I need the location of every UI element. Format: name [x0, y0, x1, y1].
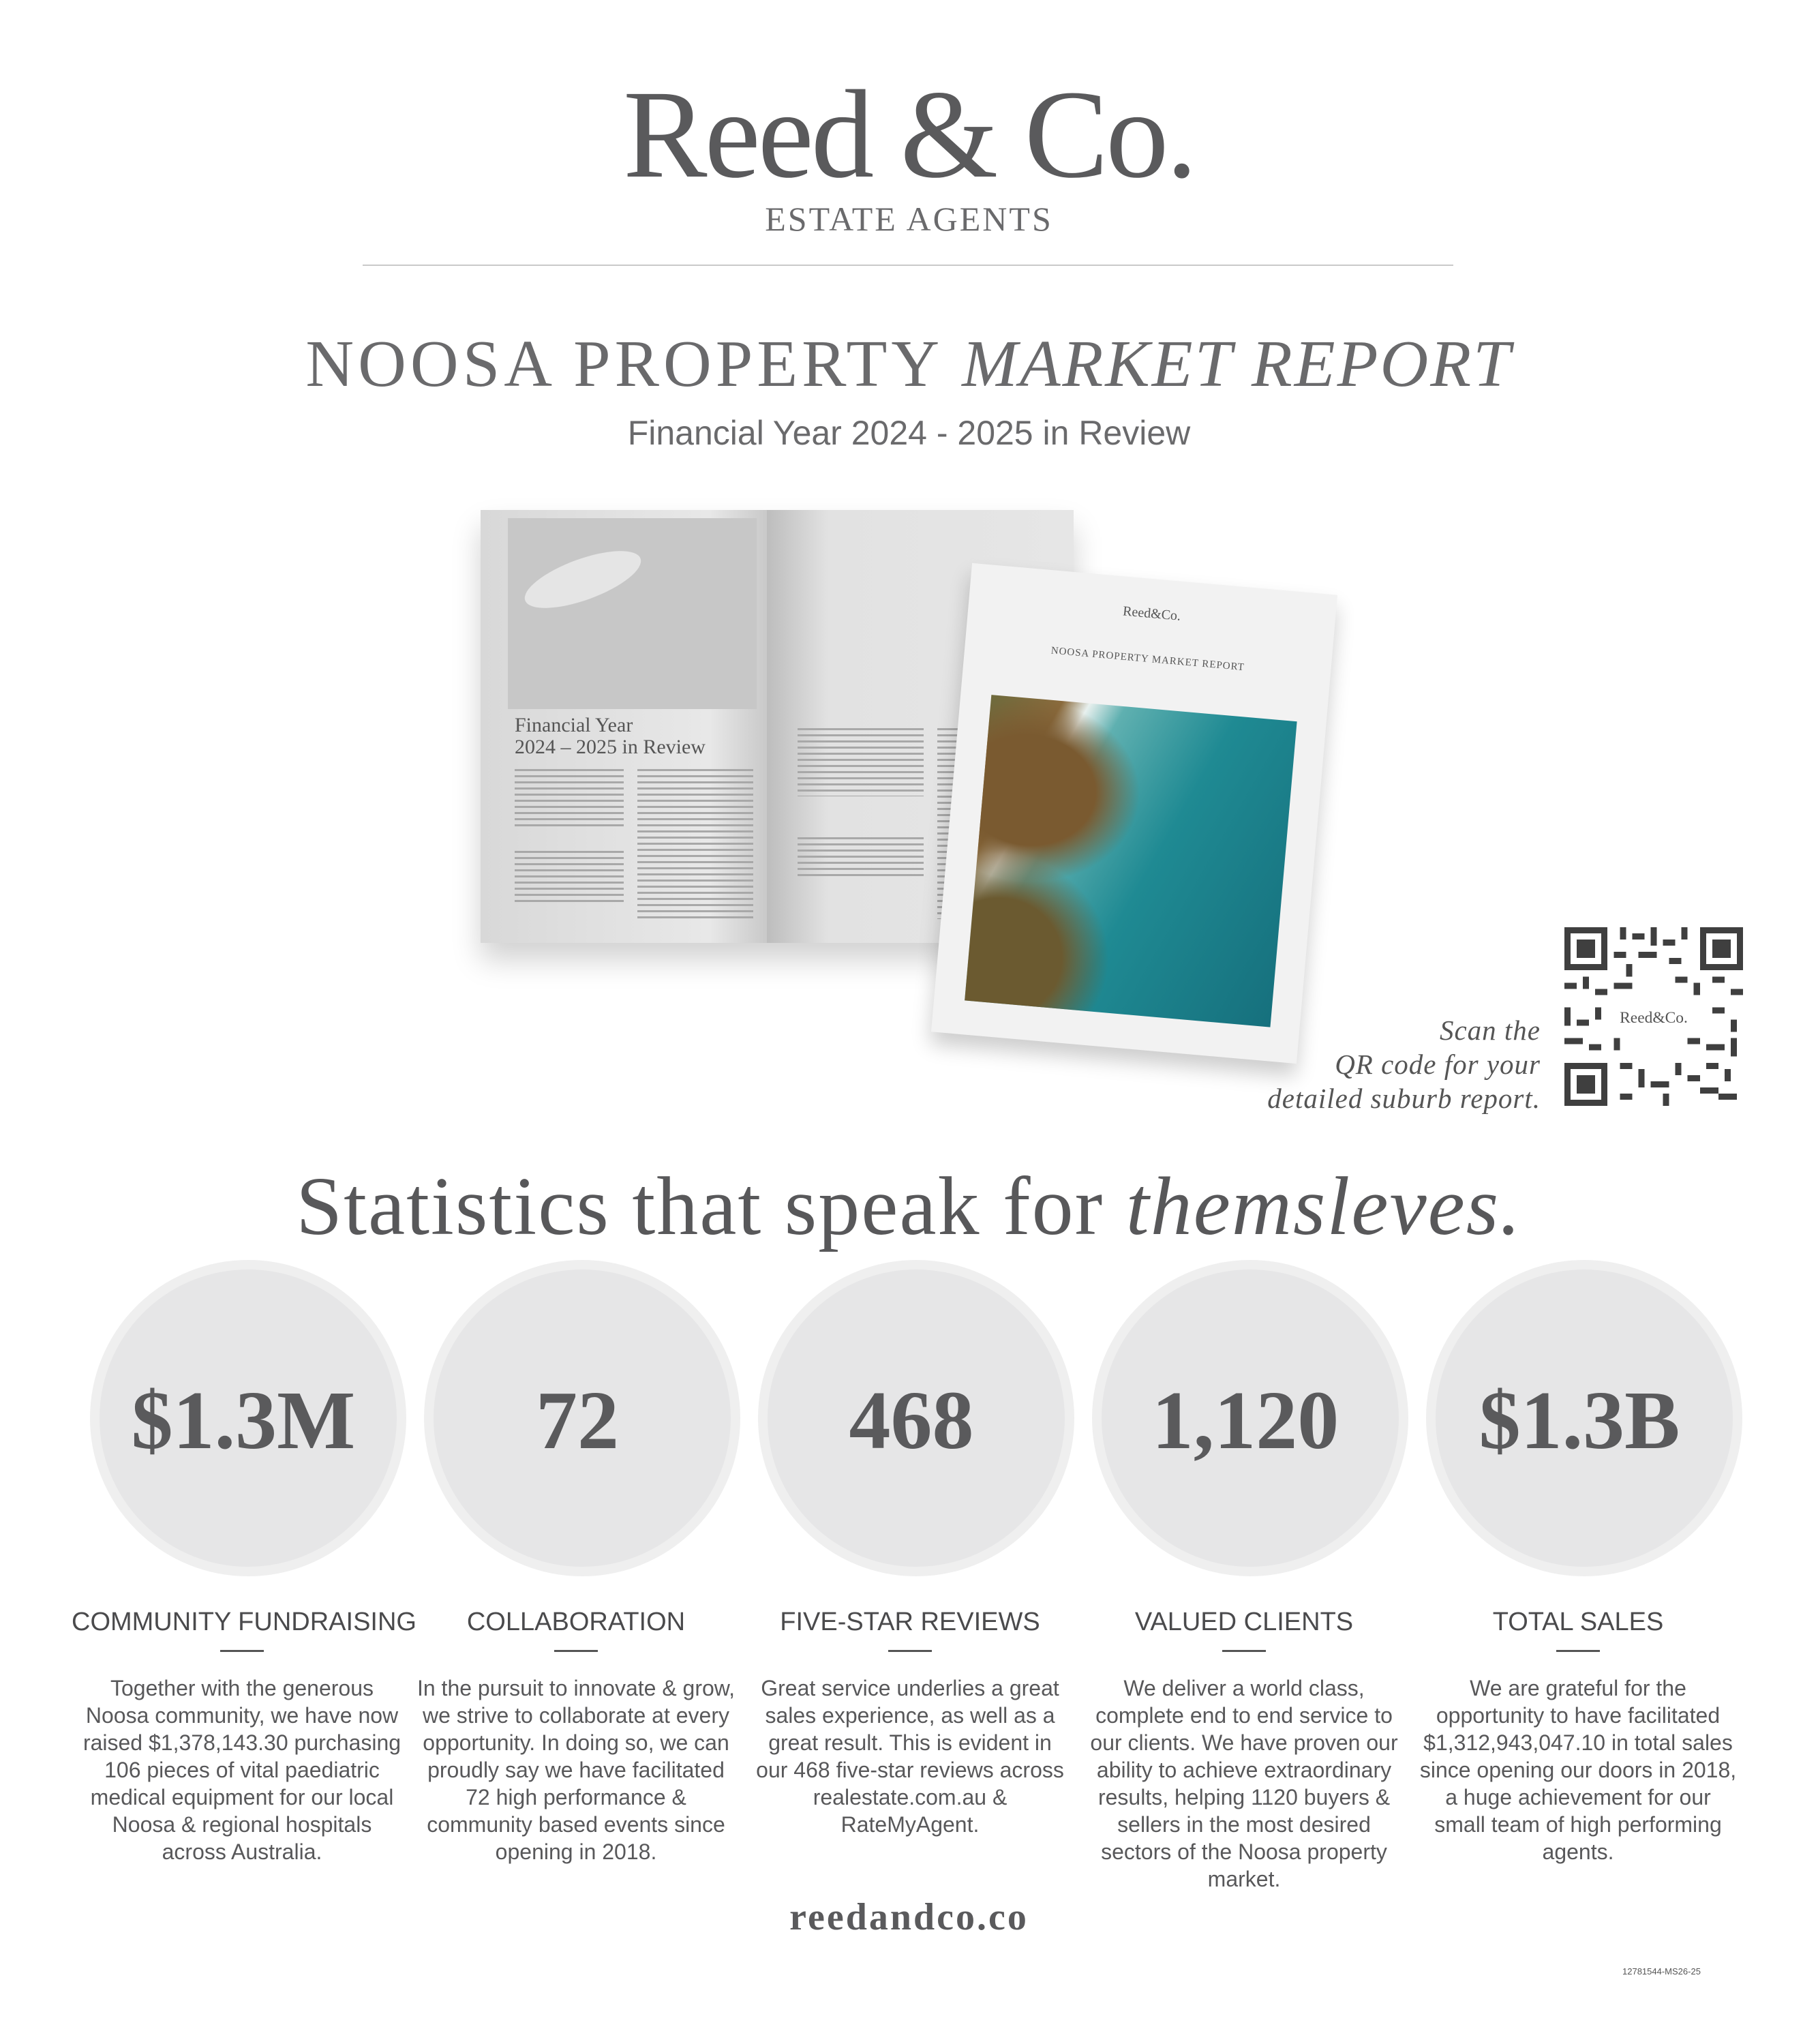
magazine-heading-line1: Financial Year: [515, 714, 633, 736]
brand-logo: Reed & Co.: [623, 65, 1195, 205]
stats-title: [0, 1159, 1818, 1254]
magazine-left-page: [481, 510, 767, 943]
stat-description: In the pursuit to innovate & grow, we strive to collaborate at every opportunity. In doing so, we can proudly say we have facilitated 72 high performance & community based events since opening in 2018.: [416, 1676, 736, 1864]
stat-heading: FIVE-STAR REVIEWS: [780, 1608, 1040, 1636]
qr-code-icon[interactable]: [1564, 927, 1743, 1106]
stat-value: 1,120: [1151, 1374, 1339, 1467]
report-title-plain: NOOSA PROPERTY: [305, 327, 963, 401]
magazine-map: [508, 518, 757, 709]
report-title-italic: MARKET REPORT: [962, 327, 1513, 401]
stat-description: Together with the generous Noosa community, we have now raised $1,378,143.30 purchasing 106 pieces of vital paediatric medical equipment for our local Noosa & regional hospitals across Australia.: [82, 1676, 402, 1864]
stat-description: We deliver a world class, complete end to end service to our clients. We have proven our ability to achieve extraordinary results, helping 1120 buyers & sellers in the most desired sectors of the Noosa property market.: [1090, 1676, 1398, 1891]
stat-divider: [888, 1650, 932, 1652]
stats-title-plain: Statistics that speak for: [296, 1160, 1126, 1252]
report-title: [0, 326, 1818, 402]
stat-heading: COMMUNITY FUNDRAISING: [72, 1608, 416, 1636]
cover-coastline-photo: [965, 695, 1297, 1027]
stat-description: We are grateful for the opportunity to have facilitated $1,312,943,047.10 in total sales since opening our doors in 2018, a huge achievement for our small team of high performing agents.: [1419, 1676, 1737, 1864]
magazine-cover-image: [931, 563, 1337, 1064]
qr-line-1: Scan the: [1439, 1015, 1541, 1046]
qr-instructions: [1186, 1013, 1541, 1115]
stat-divider: [1556, 1650, 1600, 1652]
cover-brand: Reed&Co.: [1122, 603, 1181, 624]
brand-tagline: ESTATE AGENTS: [765, 200, 1053, 238]
stat-description: Great service underlies a great sales experience, as well as a great result. This is evident in our 468 five-star reviews across realestate.com.au & RateMyAgent.: [756, 1676, 1064, 1837]
stat-heading: VALUED CLIENTS: [1134, 1608, 1354, 1636]
stat-divider: [554, 1650, 598, 1652]
stats-title-italic: themsleves.: [1125, 1160, 1522, 1252]
stat-value: $1.3B: [1479, 1374, 1680, 1467]
qr-line-3: detailed suburb report.: [1267, 1083, 1541, 1114]
magazine-heading-line2: 2024 – 2025 in Review: [515, 736, 706, 758]
stat-value: 72: [536, 1374, 619, 1467]
stat-heading: COLLABORATION: [466, 1608, 686, 1636]
ad-reference-number: 12781544-MS26-25: [1622, 1966, 1701, 1977]
qr-line-2: QR code for your: [1335, 1049, 1541, 1080]
stat-heading: TOTAL SALES: [1492, 1608, 1664, 1636]
qr-center-brand: Reed&Co.: [1620, 1009, 1688, 1027]
stat-divider: [220, 1650, 264, 1652]
report-subtitle: Financial Year 2024 - 2025 in Review: [627, 414, 1191, 452]
cover-title: NOOSA PROPERTY MARKET REPORT: [1050, 645, 1245, 674]
stat-value: 468: [849, 1374, 974, 1467]
website-link[interactable]: reedandco.co: [789, 1896, 1029, 1938]
stat-divider: [1222, 1650, 1266, 1652]
stat-value: $1.3M: [131, 1374, 356, 1467]
header-divider: [363, 265, 1453, 266]
magazine-heading: [515, 715, 706, 758]
